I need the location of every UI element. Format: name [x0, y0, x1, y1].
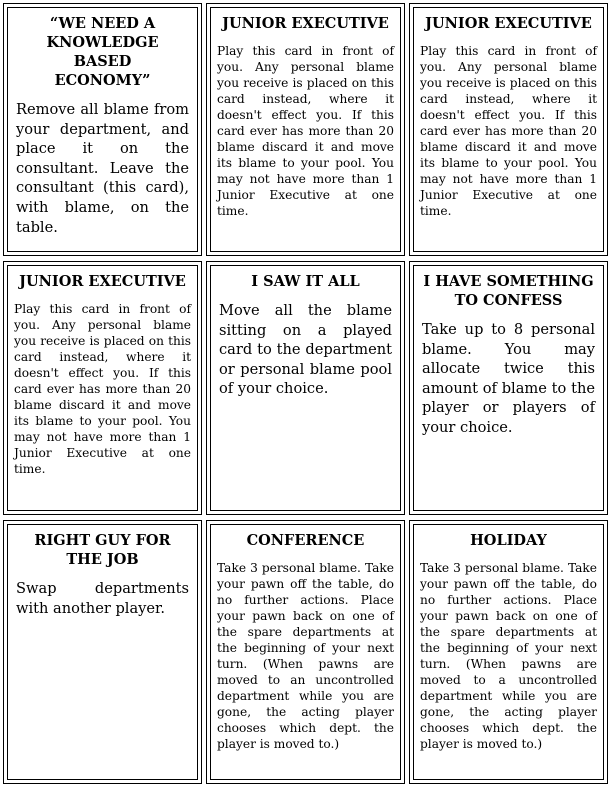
card-conference	[206, 520, 405, 784]
card-junior-executive-1	[206, 3, 405, 256]
card-text: Take up to 8 personal blame. You may allocate twice this amount of blame to the player or players of your choice.	[422, 321, 595, 436]
card-frame	[413, 265, 604, 511]
card-frame	[7, 7, 198, 252]
card-text: Play this card in front of you. Any personal blame you receive is placed on this card instead, where it doesn't effect you. If this card ever has more than 20 blame discard it and move its blame to your pool. You may not have more than 1 Junior Executive at one time.	[420, 44, 597, 218]
card-title: HOLIDAY	[470, 532, 547, 549]
card-title: “WE NEED A KNOWLEDGE BASED ECONOMY”	[46, 15, 159, 89]
card-junior-executive-3	[3, 261, 202, 515]
card-frame	[413, 524, 604, 780]
card-text: Swap departments with another player.	[16, 580, 189, 617]
card-i-have-something-to-confess	[409, 261, 608, 515]
card-we-need-a-knowledge-based-economy	[3, 3, 202, 256]
card-text: Move all the blame sitting on a played card to the department or personal blame pool of your choice.	[219, 302, 392, 398]
card-text: Play this card in front of you. Any personal blame you receive is placed on this card instead, where it doesn't effect you. If this card ever has more than 20 blame discard it and move its blame to your pool. You may not have more than 1 Junior Executive at one time.	[14, 302, 191, 476]
card-text: Take 3 personal blame. Take your pawn off the table, do no further actions. Place your pawn back on one of the spare departments at the beginning of your next turn. (When pawns are moved to an uncontrolled department while you are gone, the acting player chooses which dept. the player is moved to.)	[217, 561, 394, 751]
card-title: JUNIOR EXECUTIVE	[19, 273, 186, 290]
card-title: JUNIOR EXECUTIVE	[425, 15, 592, 32]
card-holiday	[409, 520, 608, 784]
card-frame	[210, 7, 401, 252]
card-junior-executive-2	[409, 3, 608, 256]
card-text: Take 3 personal blame. Take your pawn off the table, do no further actions. Place your pawn back on one of the spare departments at the beginning of your next turn. (When pawns are moved to a uncontrolled department while you are gone, the acting player chooses which dept. the player is moved to.)	[420, 561, 597, 751]
card-title: CONFERENCE	[246, 532, 365, 549]
card-right-guy-for-the-job	[3, 520, 202, 784]
card-title: I HAVE SOMETHING TO CONFESS	[423, 273, 594, 309]
card-frame	[210, 524, 401, 780]
card-frame	[413, 7, 604, 252]
card-title: RIGHT GUY FOR THE JOB	[34, 532, 171, 568]
card-text: Play this card in front of you. Any personal blame you receive is placed on this card instead, where it doesn't effect you. If this card ever has more than 20 blame discard it and move its blame to your pool. You may not have more than 1 Junior Executive at one time.	[217, 44, 394, 218]
card-frame	[7, 265, 198, 511]
card-title: JUNIOR EXECUTIVE	[222, 15, 389, 32]
card-frame	[210, 265, 401, 511]
card-frame	[7, 524, 198, 780]
card-title: I SAW IT ALL	[251, 273, 360, 290]
card-text: Remove all blame from your department, and place it on the consultant. Leave the consultant (this card), with blame, on the table.	[16, 101, 189, 236]
card-i-saw-it-all	[206, 261, 405, 515]
